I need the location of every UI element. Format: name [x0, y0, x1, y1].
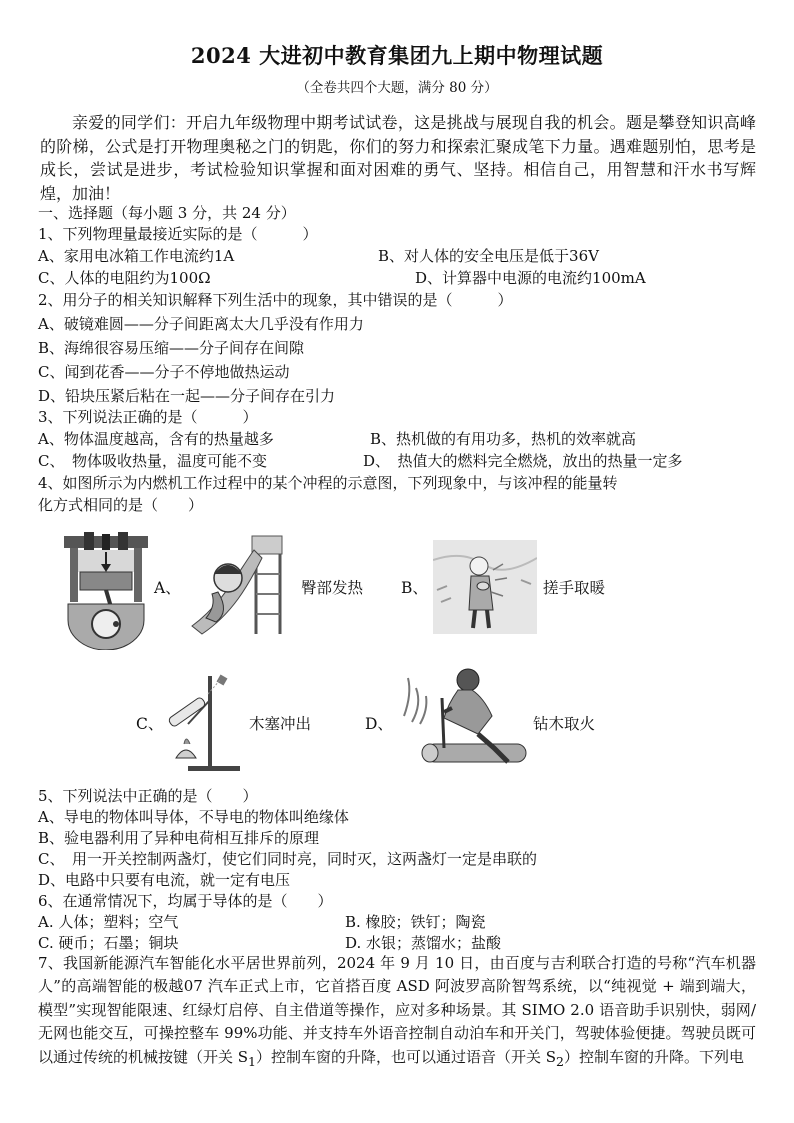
intake-valve	[84, 532, 94, 550]
q7-text-part3: ）控制车窗的升降。下列电	[564, 1047, 745, 1066]
q7-paragraph	[38, 952, 756, 1073]
log	[426, 744, 526, 762]
piston	[80, 572, 132, 590]
spark-plug	[102, 534, 110, 550]
q3-option-a: A、物体温度越高，含有的热量越多	[38, 430, 274, 448]
q7-subscript-2: 2	[556, 1053, 564, 1069]
q6-option-d: D. 水银；蒸馏水；盐酸	[345, 934, 502, 952]
slide-top	[252, 536, 282, 554]
rubbing-hands-figure	[433, 540, 537, 634]
engine-stroke-figure	[58, 532, 154, 650]
person-coat	[469, 576, 493, 610]
drilling-wood-figure	[398, 664, 530, 776]
q4-option-b-text: 搓手取暖	[543, 579, 606, 597]
man-head	[457, 669, 479, 691]
section-heading: 一、选择题（每小题 3 分，共 24 分）	[38, 204, 296, 222]
q1-stem: 1、下列物理量最接近实际的是（ ）	[38, 225, 318, 243]
person-head	[470, 557, 488, 575]
cork	[217, 675, 228, 686]
alcohol-lamp	[176, 750, 196, 758]
flame	[184, 739, 190, 744]
drill-stick	[442, 698, 444, 748]
q6-option-b: B. 橡胶；铁钉；陶瓷	[345, 913, 486, 931]
exhaust-valve	[118, 532, 128, 550]
q3-option-b: B、热机做的有用功多，热机的效率就高	[370, 430, 637, 448]
q4-option-d-letter: D、	[365, 715, 393, 733]
q5-stem: 5、下列说法中正确的是（ ）	[38, 787, 258, 805]
q6-option-c: C. 硬币；石墨；铜块	[38, 934, 179, 952]
q2-option-a: A、破镜难圆——分子间距离太大几乎没有作用力	[38, 315, 364, 333]
q2-option-d: D、铅块压紧后粘在一起——分子间存在引力	[38, 387, 336, 405]
q4-option-a-letter: A、	[154, 579, 181, 597]
q5-option-a: A、导电的物体叫导体，不导电的物体叫绝缘体	[38, 808, 349, 826]
slide-figure	[182, 534, 296, 638]
test-tube-cork-figure	[168, 672, 246, 772]
q6-option-a: A. 人体；塑料；空气	[38, 913, 179, 931]
q4-option-a-text: 臀部发热	[301, 579, 364, 597]
q7-subscript-1: 1	[248, 1053, 256, 1069]
q3-option-c: C、 物体吸收热量，温度可能不变	[38, 452, 267, 470]
q1-option-b: B、对人体的安全电压是低于36V	[378, 247, 599, 265]
cylinder-wall-left	[70, 548, 78, 602]
exam-title: 2024 大进初中教育集团九上期中物理试题	[190, 43, 604, 68]
q1-option-c: C、人体的电阻约为100Ω	[38, 269, 211, 287]
q7-text-part2: ）控制车窗的升降，也可以通过语音（开关 S	[256, 1047, 557, 1066]
child-body	[206, 592, 224, 622]
q4-option-c-letter: C、	[136, 715, 164, 733]
q4-stem-line2: 化方式相同的是（ ）	[38, 496, 204, 514]
smoke	[404, 678, 426, 724]
exam-subtitle: （全卷共四个大题，满分 80 分）	[296, 80, 498, 96]
hands	[477, 582, 489, 590]
q2-option-c: C、闻到花香——分子不停地做热运动	[38, 363, 290, 381]
cylinder-wall-right	[134, 548, 142, 602]
q1-option-d: D、计算器中电源的电流约100mA	[415, 269, 646, 287]
intro-paragraph: 亲爱的同学们：开启九年级物理中期考试试卷，这是挑战与展现自我的机会。题是攀登知识高峰的阶梯，公式是打开物理奥秘之门的钥匙，你们的努力和探索汇聚成笔下力量。遇难题别怕，思考是成长，尝试是进步，考试检验知识掌握和面对困难的勇气、坚持。相信自己，用智慧和汗水书写辉煌，加油！	[40, 113, 756, 203]
q2-option-b: B、海绵很容易压缩——分子间存在间隙	[38, 339, 305, 357]
man-body	[444, 690, 492, 734]
q4-option-b-letter: B、	[401, 579, 428, 597]
q1-option-a: A、家用电冰箱工作电流约1A	[38, 247, 235, 265]
q4-option-c-text: 木塞冲出	[249, 715, 312, 733]
q4-stem-line1: 4、如图所示为内燃机工作过程中的某个冲程的示意图，下列现象中，与该冲程的能量转	[38, 474, 618, 492]
q3-stem: 3、下列说法正确的是（ ）	[38, 408, 258, 426]
test-tube	[168, 696, 206, 727]
q7-text-part1: 7、我国新能源汽车智能化水平居世界前列，2024 年 9 月 10 日，由百度与吉利联合打造的号称“汽车机器人”的高端智能的极越07 汽车正式上市，它首搭百度 ASD 阿波罗高阶智驾系统，以“纯视觉 + 端到端大，模型”实现智能限速、红绿灯启停、自主借道等操作，应对多种场景。其 SIMO 2.0 语音助手识别快，弱网/无网也能交互，可操控整车 99%功能、并支持车外语音控制自动泊车和开关门，驾驶体验便捷。驾驶员既可以通过传统的机械按键（开关 S	[38, 954, 756, 1066]
q5-option-d: D、电路中只要有电流，就一定有电压	[38, 871, 291, 889]
q5-option-b: B、验电器利用了异种电荷相互排斥的原理	[38, 829, 320, 847]
q5-option-c: C、 用一开关控制两盏灯，使它们同时亮，同时灭，这两盏灯一定是串联的	[38, 850, 537, 868]
q4-option-d-text: 钻木取火	[533, 715, 596, 733]
q6-stem: 6、在通常情况下，均属于导体的是（ ）	[38, 892, 333, 910]
stand-base	[188, 766, 240, 771]
q2-stem: 2、用分子的相关知识解释下列生活中的现象，其中错误的是（ ）	[38, 291, 513, 309]
q3-option-d: D、 热值大的燃料完全燃烧，放出的热量一定多	[363, 452, 683, 470]
